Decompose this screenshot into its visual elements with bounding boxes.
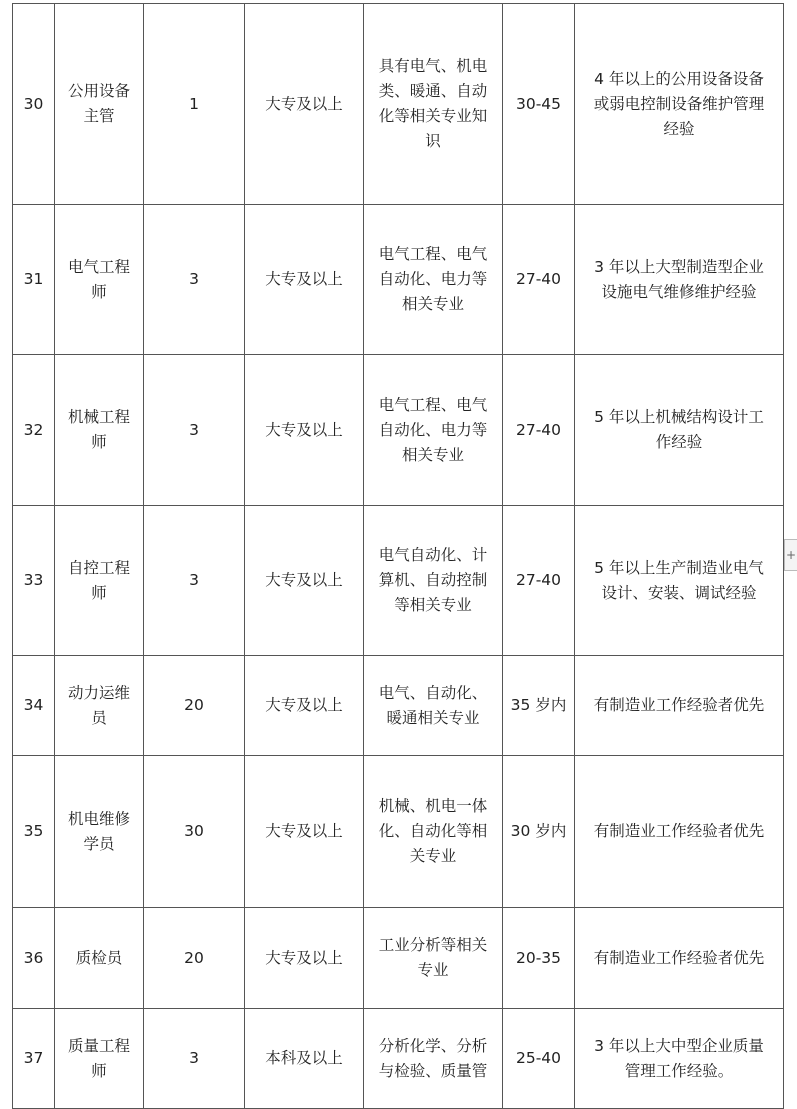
table-row — [13, 4, 784, 205]
age-range-text: 30-45 — [515, 94, 562, 113]
experience-line: 设施电气维修维护经验 — [601, 282, 757, 301]
education-cell — [245, 506, 364, 656]
experience-line: 5 年以上生产制造业电气 — [594, 558, 764, 577]
major-line: 化等相关专业知 — [378, 107, 488, 125]
major-line: 具有电气、机电 — [378, 57, 488, 75]
major-cell — [364, 756, 503, 908]
major-cell — [364, 908, 503, 1009]
table-row — [13, 656, 784, 756]
row-number-text: 30 — [23, 94, 44, 113]
major-line: 类、暖通、自动 — [378, 82, 488, 100]
major-line: 暖通相关专业 — [386, 708, 480, 727]
headcount-text: 3 — [189, 420, 199, 439]
age-range-text: 35 岁内 — [510, 696, 567, 714]
major-line: 分析化学、分析 — [378, 1036, 488, 1055]
age-range-text: 30 岁内 — [510, 822, 567, 840]
job-title-line: 公用设备 — [67, 82, 130, 100]
major-line: 电气自动化、计 — [378, 546, 488, 564]
headcount-text: 3 — [189, 1049, 199, 1067]
job-title-line: 师 — [91, 433, 107, 451]
major-line: 化、自动化等相 — [378, 822, 488, 840]
table-body — [13, 4, 784, 1109]
headcount-text: 3 — [189, 571, 199, 589]
headcount-cell — [144, 1009, 245, 1109]
job-title-cell — [55, 908, 144, 1009]
major-line: 关专业 — [409, 847, 457, 865]
job-title-line: 机电维修 — [67, 809, 130, 828]
headcount-cell — [144, 4, 245, 205]
major-line: 等相关专业 — [394, 596, 472, 614]
experience-cell — [575, 656, 784, 756]
row-number-cell — [13, 1009, 55, 1109]
major-cell — [364, 205, 503, 355]
job-title-line: 电气工程 — [67, 257, 130, 276]
headcount-cell — [144, 656, 245, 756]
headcount-cell — [144, 908, 245, 1009]
experience-cell — [575, 1009, 784, 1109]
major-cell — [364, 355, 503, 506]
experience-cell — [575, 756, 784, 908]
job-requirements-table — [12, 3, 784, 1109]
major-line: 算机、自动控制 — [378, 571, 488, 589]
experience-line: 4 年以上的公用设备设备 — [594, 69, 764, 88]
row-number-text: 33 — [23, 571, 44, 589]
experience-cell — [575, 506, 784, 656]
experience-cell — [575, 908, 784, 1009]
job-title-cell — [55, 656, 144, 756]
major-line: 专业 — [417, 961, 449, 979]
row-number-cell — [13, 355, 55, 506]
headcount-cell — [144, 506, 245, 656]
age-range-cell — [503, 506, 575, 656]
experience-line: 有制造业工作经验者优先 — [593, 696, 765, 714]
table-row — [13, 506, 784, 656]
age-range-cell — [503, 205, 575, 355]
job-title-line: 师 — [91, 583, 107, 602]
job-title-line: 主管 — [83, 107, 115, 125]
table-row — [13, 908, 784, 1009]
education-text: 大专及以上 — [265, 571, 343, 589]
education-text: 大专及以上 — [265, 696, 343, 714]
row-number-cell — [13, 506, 55, 656]
major-line: 电气、自动化、 — [378, 683, 488, 702]
row-number-text: 31 — [23, 270, 44, 288]
age-range-text: 27-40 — [515, 571, 562, 589]
job-title-line: 学员 — [83, 834, 115, 853]
expand-handle[interactable]: + — [784, 539, 797, 571]
row-number-cell — [13, 205, 55, 355]
row-number-text: 37 — [23, 1049, 44, 1067]
row-number-cell — [13, 756, 55, 908]
age-range-text: 25-40 — [515, 1049, 562, 1067]
job-title-line: 师 — [91, 1061, 107, 1080]
row-number-text: 32 — [23, 420, 44, 439]
major-line: 工业分析等相关 — [378, 936, 488, 954]
table-row — [13, 1009, 784, 1109]
experience-line: 设计、安装、调试经验 — [601, 583, 757, 602]
headcount-text: 1 — [189, 94, 199, 113]
major-line: 相关专业 — [401, 295, 464, 313]
experience-line: 作经验 — [655, 433, 703, 451]
job-title-line: 机械工程 — [67, 408, 130, 426]
major-line: 与检验、质量管 — [378, 1061, 488, 1080]
education-cell — [245, 205, 364, 355]
job-title-cell — [55, 205, 144, 355]
experience-line: 3 年以上大中型企业质量 — [594, 1036, 764, 1055]
headcount-text: 30 — [184, 822, 204, 840]
row-number-text: 36 — [23, 948, 44, 967]
major-line: 相关专业 — [401, 445, 464, 464]
age-range-text: 27-40 — [515, 270, 562, 288]
major-cell — [364, 506, 503, 656]
experience-line: 5 年以上机械结构设计工 — [594, 408, 764, 426]
major-line: 机械、机电一体 — [378, 797, 488, 815]
headcount-cell — [144, 355, 245, 506]
headcount-cell — [144, 205, 245, 355]
job-title-cell — [55, 355, 144, 506]
headcount-text: 20 — [184, 696, 204, 714]
table-row — [13, 205, 784, 355]
major-line: 自动化、电力等 — [378, 270, 488, 288]
headcount-text: 3 — [189, 270, 199, 288]
experience-line: 有制造业工作经验者优先 — [593, 822, 765, 840]
table-row — [13, 355, 784, 506]
age-range-text: 20-35 — [515, 948, 562, 967]
age-range-cell — [503, 1009, 575, 1109]
job-title-line: 动力运维 — [67, 683, 130, 702]
education-text: 大专及以上 — [265, 948, 343, 967]
age-range-cell — [503, 756, 575, 908]
education-text: 大专及以上 — [265, 420, 343, 439]
major-line: 电气工程、电气 — [378, 245, 488, 263]
job-title-cell — [55, 1009, 144, 1109]
row-number-cell — [13, 4, 55, 205]
headcount-cell — [144, 756, 245, 908]
education-cell — [245, 908, 364, 1009]
row-number-cell — [13, 656, 55, 756]
age-range-cell — [503, 4, 575, 205]
job-title-line: 员 — [91, 708, 107, 727]
education-cell — [245, 1009, 364, 1109]
education-cell — [245, 756, 364, 908]
education-text: 本科及以上 — [265, 1049, 343, 1067]
experience-line: 3 年以上大型制造型企业 — [594, 257, 764, 276]
major-line: 自动化、电力等 — [378, 420, 488, 439]
table-row — [13, 756, 784, 908]
job-title-line: 自控工程 — [67, 558, 130, 577]
job-title-cell — [55, 756, 144, 908]
education-text: 大专及以上 — [265, 94, 343, 113]
age-range-cell — [503, 908, 575, 1009]
job-title-cell — [55, 4, 144, 205]
education-cell — [245, 4, 364, 205]
experience-line: 有制造业工作经验者优先 — [593, 948, 765, 967]
education-text: 大专及以上 — [265, 270, 343, 288]
row-number-text: 35 — [23, 822, 44, 840]
major-cell — [364, 4, 503, 205]
experience-line: 经验 — [663, 119, 695, 138]
row-number-cell — [13, 908, 55, 1009]
major-cell — [364, 656, 503, 756]
job-title-line: 质检员 — [75, 948, 123, 967]
age-range-text: 27-40 — [515, 420, 562, 439]
experience-cell — [575, 4, 784, 205]
experience-line: 管理工作经验。 — [624, 1061, 734, 1080]
age-range-cell — [503, 355, 575, 506]
job-title-cell — [55, 506, 144, 656]
major-line: 电气工程、电气 — [378, 395, 488, 414]
experience-line: 或弱电控制设备维护管理 — [593, 94, 765, 113]
education-text: 大专及以上 — [265, 822, 343, 840]
job-title-line: 质量工程 — [67, 1036, 130, 1055]
headcount-text: 20 — [184, 948, 204, 967]
experience-cell — [575, 205, 784, 355]
row-number-text: 34 — [23, 696, 44, 714]
job-title-line: 师 — [91, 282, 107, 301]
education-cell — [245, 355, 364, 506]
age-range-cell — [503, 656, 575, 756]
education-cell — [245, 656, 364, 756]
experience-cell — [575, 355, 784, 506]
major-line: 识 — [425, 132, 441, 150]
major-cell — [364, 1009, 503, 1109]
